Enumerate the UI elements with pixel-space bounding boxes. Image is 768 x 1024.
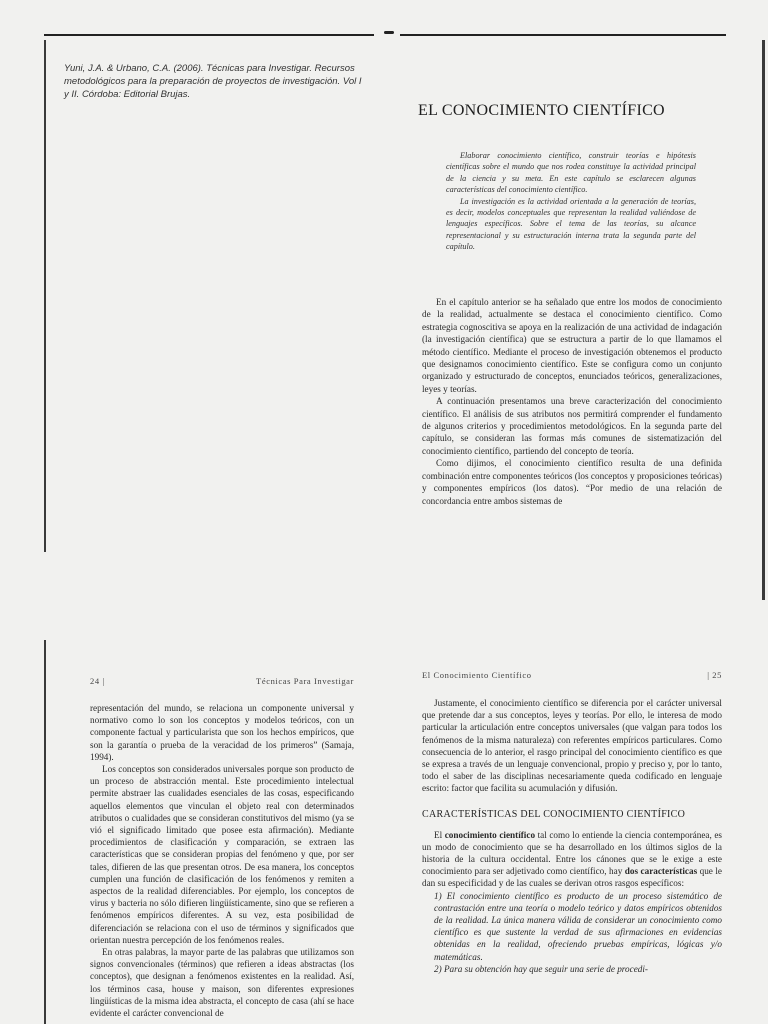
bold-term: conocimiento científico bbox=[444, 829, 536, 840]
intro-paragraph: A continuación presentamos una breve caracterización del conocimiento científico. El análisis de sus atributos nos permitirá comprender el fundamento de algunos criterios y procedimientos metodológicos. En la segunda parte del capítulo, se consideran las formas más comunes de sistematización del conocimiento científico, partiendo del concepto de teoría. bbox=[422, 396, 722, 456]
running-title: Técnicas Para Investigar bbox=[256, 676, 354, 686]
bold-term: dos características bbox=[624, 866, 698, 877]
section-heading: CARACTERÍSTICAS DEL CONOCIMIENTO CIENTÍFICO bbox=[422, 808, 686, 820]
list-item: 2) Para su obtención hay que seguir una serie de procedi- bbox=[434, 963, 648, 974]
left-page-body bbox=[90, 702, 354, 1019]
list-item: 1) El conocimiento científico es producto de un proceso sistemático de contrastación entre una teoría o modelo teórico y datos empíricos obtenidos de la realidad. La única manera válida de considerar un conocimiento como científico es que sustente la verdad de sus afirmaciones en evidencias obtenidas en la realidad, ofreciendo pruebas empíricas, lógicas y/o matemáticas. bbox=[434, 890, 722, 962]
page-number: | 25 bbox=[707, 670, 722, 680]
page-edge-left-lower bbox=[44, 640, 46, 1024]
citation-note: Yuni, J.A. & Urbano, C.A. (2006). Técnicas para Investigar. Recursos metodológicos para la preparación de proyectos de investigación. Vol I y II. Córdoba: Editorial Brujas. bbox=[64, 63, 362, 100]
abstract-paragraph: La investigación es la actividad orientada a la generación de teorías, es decir, modelos conceptuales que representan la realidad valiéndose de lenguajes específicos. Sobre el tema de las teorías, su alcance representacional y su estructuración interna trata la segunda parte del capítulo. bbox=[446, 196, 696, 252]
abstract-paragraph: Elaborar conocimiento científico, construir teorías e hipótesis científicas sobre el mundo que nos rodea constituye la actividad principal de la ciencia y su meta. En este capítulo se esclarecen algunas características del conocimiento científico. bbox=[446, 151, 696, 195]
chapter-intro bbox=[422, 296, 722, 507]
text-run: que le dan su especificidad y de las cuales se derivan otros rasgos específicos: bbox=[422, 866, 722, 889]
page-number: 24 | bbox=[90, 676, 105, 686]
body-paragraph: Los conceptos son considerados universales porque son producto de un proceso de abstracción mental. Este procedimiento intelectual permite abstraer las cualidades esenciales de las cosas, especificando aquellos elementos que vinculan el objeto real con determinados atributos o cualidades que se consideran constitutivos del mismo (ya se vió el significado limitado que posee esta afirmación). Mediante procedimientos de clasificación y comparación, se extraen las características que se consideran propias del fenómeno y que, por ser tales, difieren de las que presentan otros. De esa manera, los conceptos cumplen una función de clasificación de los fenómenos y remiten a aspectos de la realidad diferenciables. Por ejemplo, los conceptos de virus y bacteria no sólo difieren lingüísticamente, sino que se refieren a fenómenos empíricos diferentes. A su vez, esta posibilidad de diferenciación se relaciona con el uso de términos y significados que orientan nuestra percepción de los fenómenos reales. bbox=[90, 764, 354, 945]
running-title: El Conocimiento Científico bbox=[422, 670, 532, 680]
page-edge-right bbox=[762, 40, 765, 600]
body-paragraph: representación del mundo, se relaciona un componente universal y normativo como lo son los conceptos y modelos teóricos, con un componente factual y particularista que son los hechos empíricos, que son la garantía o prueba de la veracidad de los primeros” (Samaja, 1994). bbox=[90, 703, 354, 762]
text-run: tal como lo entiende la ciencia contemporánea, es un modo de conocimiento que se ha desarrollado en los últimos siglos de la historia de la cultura occidental. Entre los cánones que se le exige a este conocimiento para ser adjetivado como científico, hay bbox=[422, 829, 722, 877]
body-paragraph bbox=[422, 829, 722, 890]
intro-paragraph: En el capítulo anterior se ha señalado que entre los modos de conocimiento de la realidad, actualmente se destaca el conocimiento científico. Como estrategia cognoscitiva se apoya en la realización de una actividad de indagación (la investigación científica) que se estructura a partir de lo que llamamos el método científico. Mediante el proceso de investigación obtenemos el producto que designamos conocimiento científico. Este se configura como un conjunto organizado y estructurado de conceptos, enunciados teóricos, generalizaciones, leyes y teorías. bbox=[422, 297, 722, 394]
chapter-title: EL CONOCIMIENTO CIENTÍFICO bbox=[418, 102, 665, 119]
right-page-body bbox=[422, 697, 722, 975]
intro-paragraph: Como dijimos, el conocimiento científico resulta de una definida combinación entre componentes teóricos (los conceptos y proposiciones teóricas) y componentes empíricos (los datos). “Por medio de una relación de concordancia entre ambos sistemas de bbox=[422, 458, 722, 506]
top-rule bbox=[44, 34, 374, 36]
top-rule-right bbox=[400, 34, 726, 36]
body-paragraph: En otras palabras, la mayor parte de las palabras que utilizamos son signos convencionales (términos) que refieren a ideas abstractas (los conceptos), que designan a fenómenos existentes en la realidad. Así, los términos casa, house y maison, son diferentes expresiones lingüísticas de la misma idea abstracta, el concepto de casa (ahí se hace evidente el carácter convencional de bbox=[90, 947, 354, 1019]
chapter-abstract bbox=[446, 150, 696, 253]
center-mark bbox=[384, 31, 394, 34]
text-run: El bbox=[434, 829, 445, 840]
body-paragraph: Justamente, el conocimiento científico se diferencia por el carácter universal que pretende dar a sus conceptos, leyes y teorías. Por ello, le interesa de modo particular la articulación entre conceptos universales (que valgan para todos los fenómenos de la misma naturaleza) con referentes empíricos particulares. Como consecuencia de lo anterior, el rasgo principal del conocimiento científico es que se expresa a través de un lenguaje convencional, propio y preciso y, por lo tanto, todo el saber de las disciplinas necesariamente queda codificado en lenguaje escrito: factor que facilita su acumulación y difusión. bbox=[422, 698, 722, 794]
page-edge-left bbox=[44, 40, 46, 552]
